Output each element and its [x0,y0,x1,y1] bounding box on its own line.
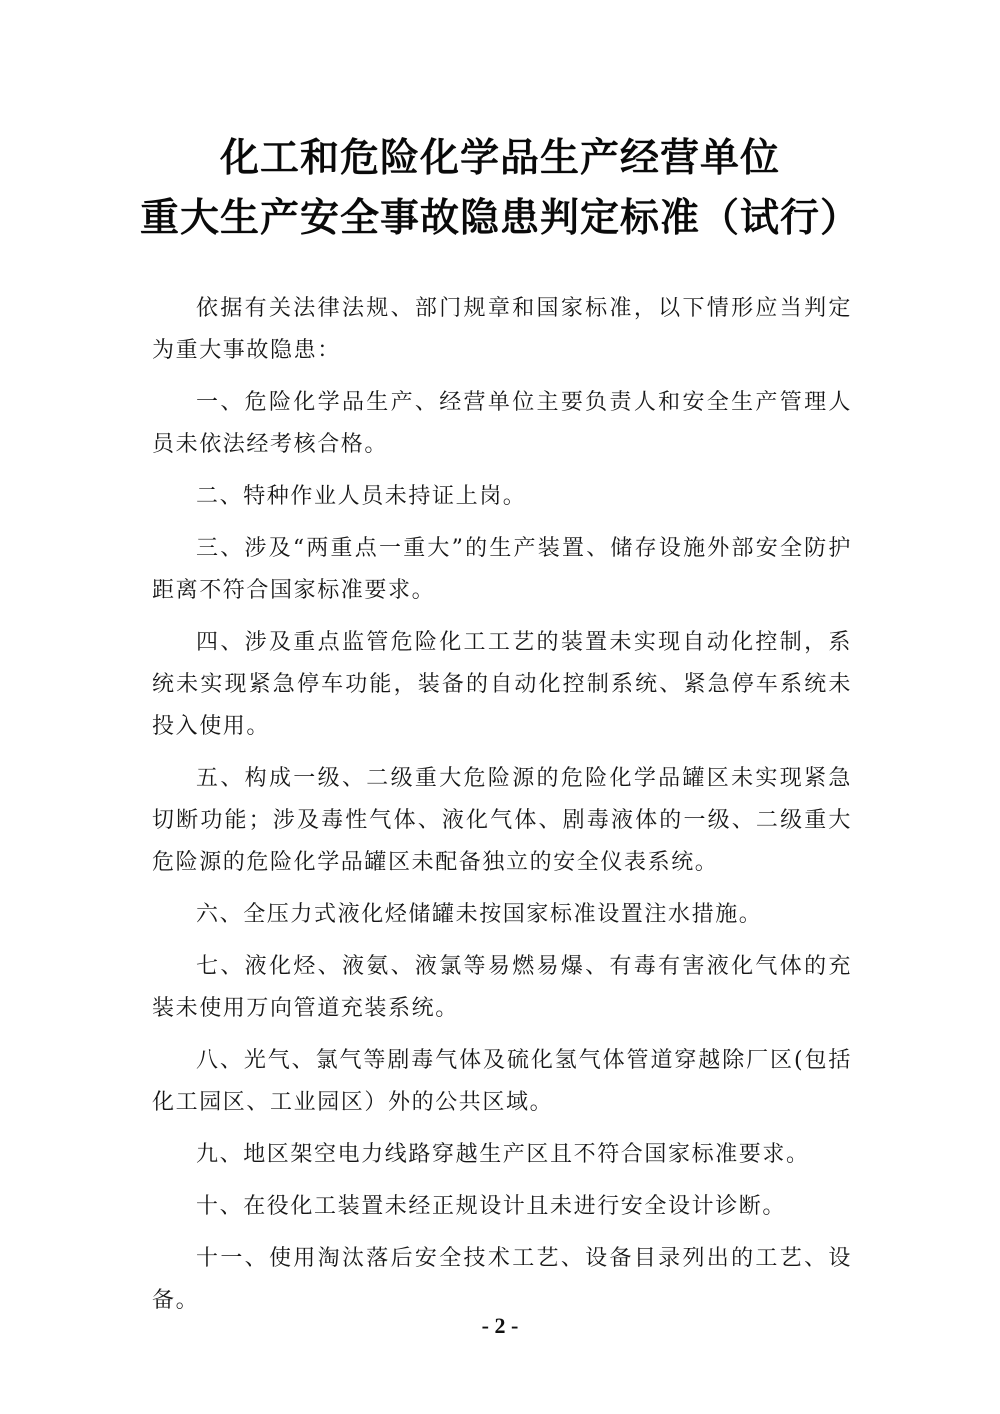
title-line-2: 重大生产安全事故隐患判定标准（试行） [139,195,860,241]
item-4-paragraph: 四、涉及重点监管危险化工工艺的装置未实现自动化控制，系统未实现紧急停车功能，装备的自动化控制系统、紧急停车系统未投入使用。 [152,630,852,739]
item-5-paragraph: 五、构成一级、二级重大危险源的危险化学品罐区未实现紧急切断功能；涉及毒性气体、液化气体、剧毒液体的一级、二级重大危险源的危险化学品罐区未配备独立的安全仪表系统。 [152,766,852,875]
item-10-paragraph: 十、在役化工装置未经正规设计且未进行安全设计诊断。 [196,1194,787,1219]
item-11-paragraph: 十一、使用淘汰落后安全技术工艺、设备目录列出的工艺、设备。 [152,1246,852,1313]
document-body [152,288,852,1332]
document-title [0,128,1000,248]
item-7-paragraph: 七、液化烃、液氨、液氯等易燃易爆、有毒有害液化气体的充装未使用万向管道充装系统。 [152,954,852,1021]
intro-paragraph: 依据有关法律法规、部门规章和国家标准，以下情形应当判定为重大事故隐患： [152,296,852,363]
item-3-paragraph: 三、涉及“两重点一重大”的生产装置、储存设施外部安全防护距离不符合国家标准要求。 [152,536,852,603]
item-8-paragraph: 八、光气、氯气等剧毒气体及硫化氢气体管道穿越除厂区(包括化工园区、工业园区）外的公共区域。 [152,1048,852,1115]
item-9-paragraph: 九、地区架空电力线路穿越生产区且不符合国家标准要求。 [196,1142,810,1167]
item-1-paragraph: 一、危险化学品生产、经营单位主要负责人和安全生产管理人员未依法经考核合格。 [152,390,852,457]
item-2-paragraph: 二、特种作业人员未持证上岗。 [196,484,527,509]
item-6-paragraph: 六、全压力式液化烃储罐未按国家标准设置注水措施。 [196,902,763,927]
page-number: - 2 - [481,1313,519,1338]
title-line-1: 化工和危险化学品生产经营单位 [219,135,780,181]
